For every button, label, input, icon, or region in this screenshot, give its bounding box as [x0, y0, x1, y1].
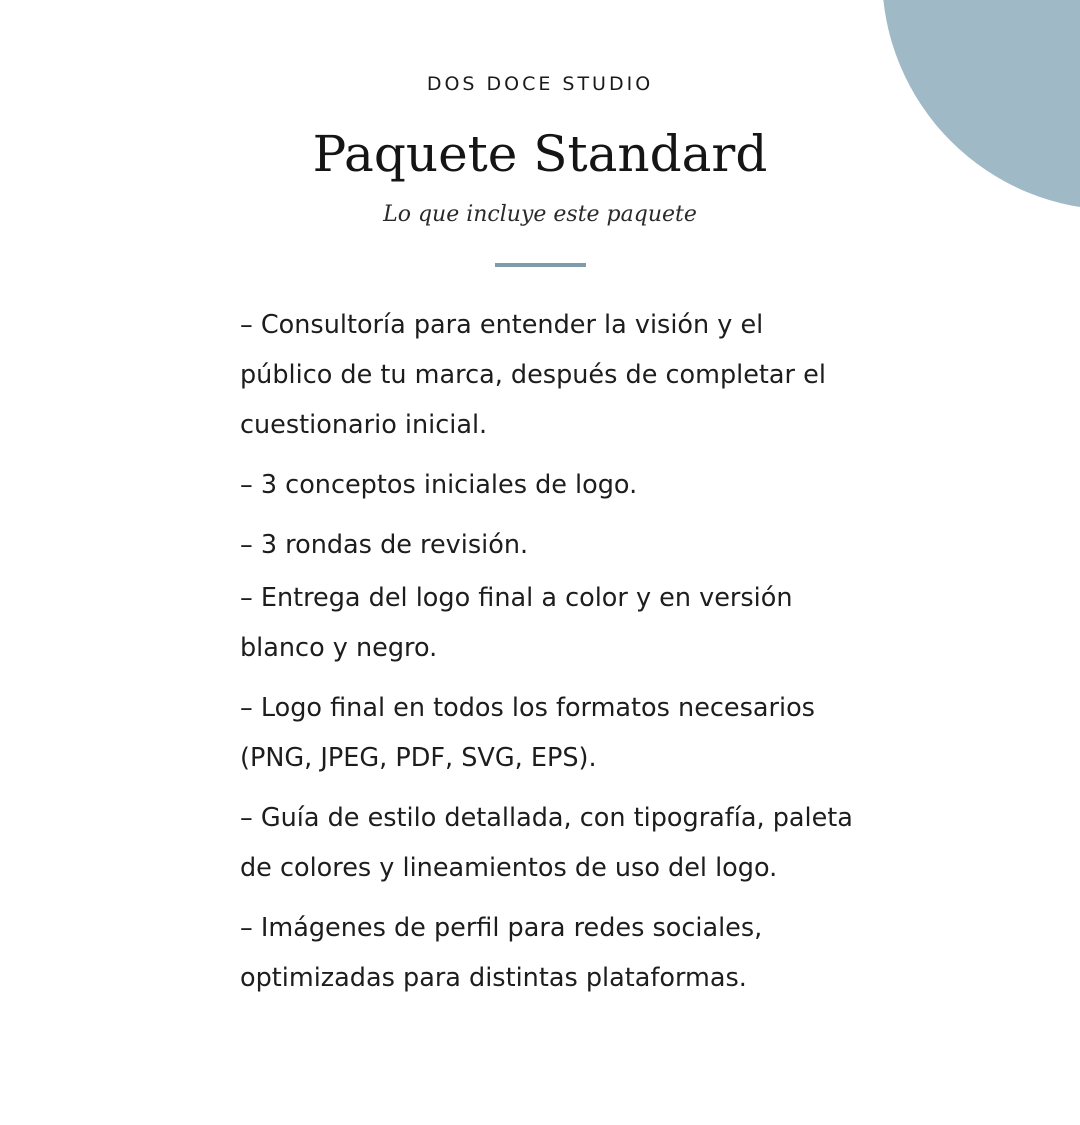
list-item: – Imágenes de perfil para redes sociales, optimizadas para distintas plataformas. [240, 913, 763, 993]
package-items-list [240, 300, 855, 1013]
page-title: Paquete Standard [312, 125, 768, 183]
list-item: – Logo final en todos los formatos necesarios (PNG, JPEG, PDF, SVG, EPS). [240, 693, 815, 773]
list-item: – Guía de estilo detallada, con tipografía, paleta de colores y lineamientos de uso del logo. [240, 803, 853, 883]
list-item: – 3 conceptos iniciales de logo. [240, 470, 638, 500]
list-item: – Entrega del logo final a color y en versión blanco y negro. [240, 583, 793, 663]
list-item: – Consultoría para entender la visión y el público de tu marca, después de completar el cuestionario inicial. [240, 310, 826, 440]
page-subtitle: Lo que incluye este paquete [383, 202, 697, 227]
title-divider [495, 263, 586, 267]
brand-name: DOS DOCE STUDIO [426, 73, 654, 95]
list-item: – 3 rondas de revisión. [240, 530, 529, 560]
